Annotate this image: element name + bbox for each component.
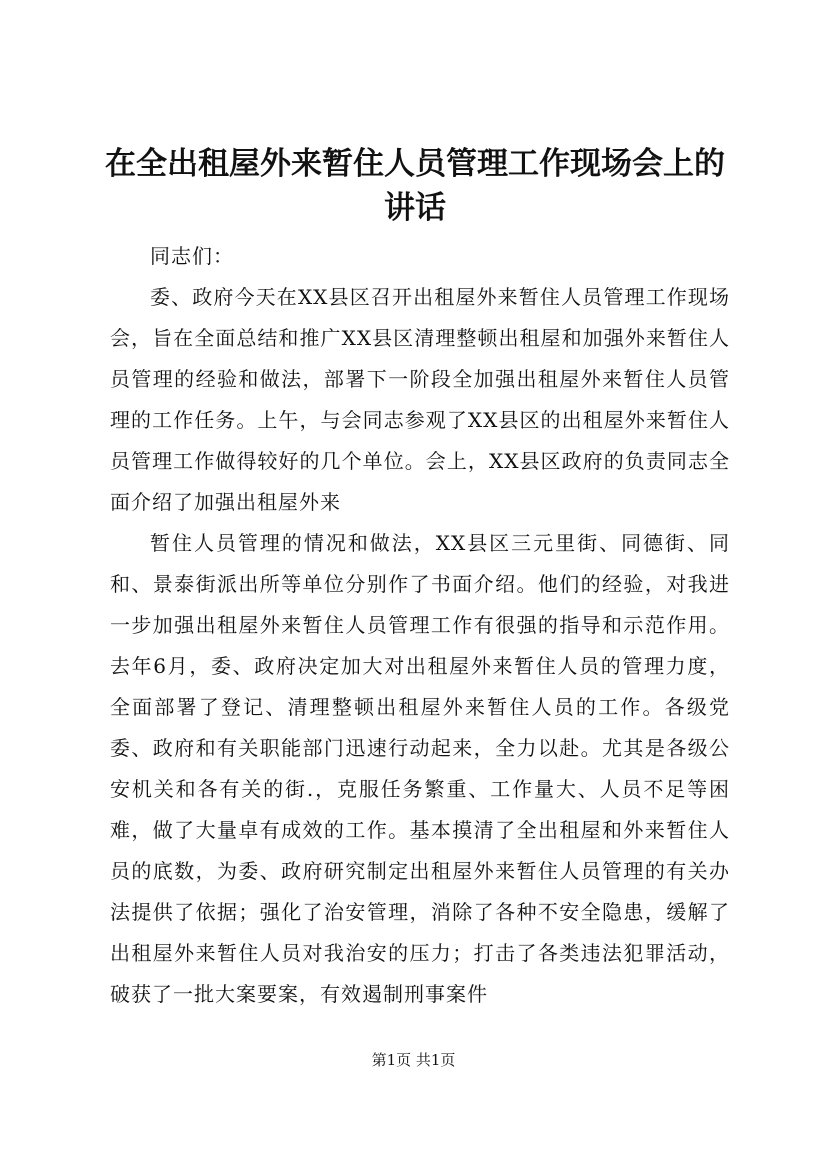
page-footer: 第1页 共1页 [371, 1051, 456, 1069]
salutation-paragraph: 同志们： [150, 244, 234, 268]
document-body [110, 236, 730, 1015]
body-paragraph: 委、政府今天在XX县区召开出租屋外来暂住人员管理工作现场会，旨在全面总结和推广XX县区清理整顿出租屋和加强外来暂住人员管理的经验和做法，部署下一阶段全加强出租屋外来暂住人员管理的工作任务。上午，与会同志参观了XX县区的出租屋外来暂住人员管理工作做得较好的几个单位。会上，XX县区政府的负责同志全面介绍了加强出租屋外来 [110, 285, 730, 514]
document-title: 在全出租屋外来暂住人员管理工作现场会上的讲话 [105, 146, 725, 226]
body-paragraph: 暂住人员管理的情况和做法，XX县区三元里街、同德街、同和、景泰街派出所等单位分别作了书面介绍。他们的经验，对我进一步加强出租屋外来暂住人员管理工作有很强的指导和示范作用。去年6月，委、政府决定加大对出租屋外来暂住人员的管理力度，全面部署了登记、清理整顿出租屋外来暂住人员的工作。各级党委、政府和有关职能部门迅速行动起来，全力以赴。尤其是各级公安机关和各有关的街.，克服任务繁重、工作量大、人员不足等困难，做了大量卓有成效的工作。基本摸清了全出租屋和外来暂住人员的底数，为委、政府研究制定出租屋外来暂住人员管理的有关办法提供了依据；强化了治安管理，消除了各种不安全隐患，缓解了出租屋外来暂住人员对我治安的压力；打击了各类违法犯罪活动，破获了一批大案要案，有效遏制刑事案件 [110, 531, 730, 1006]
